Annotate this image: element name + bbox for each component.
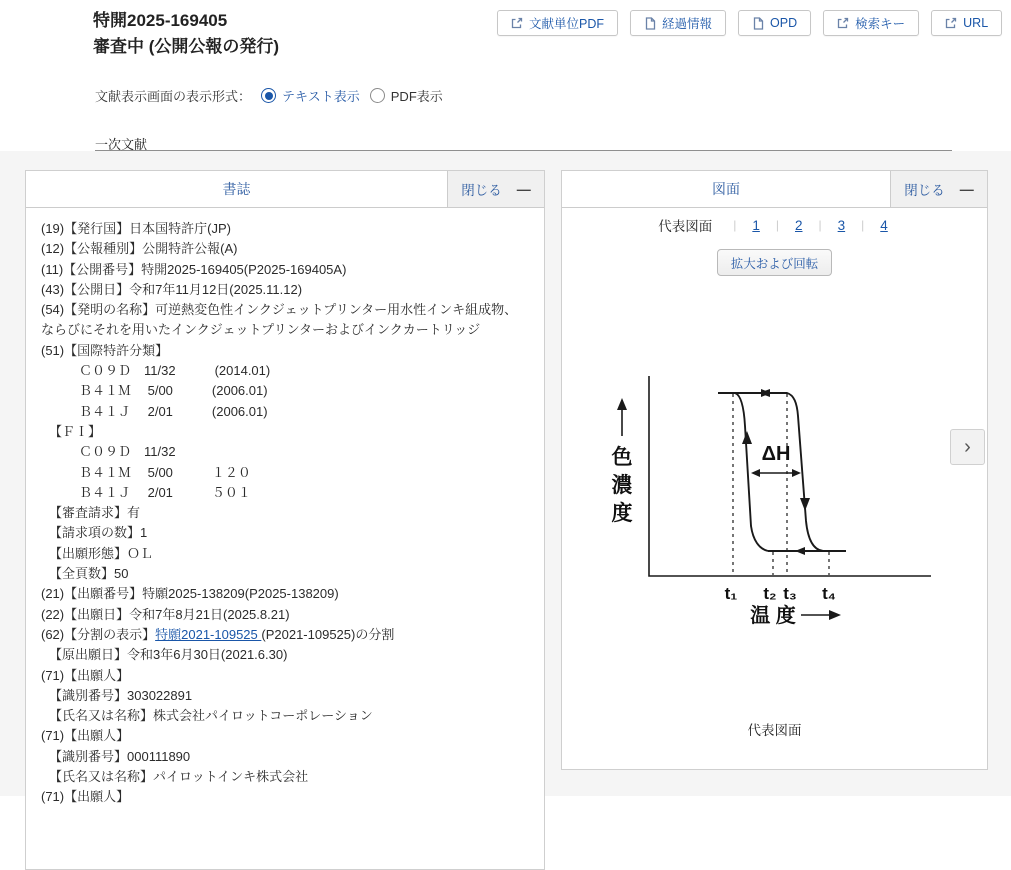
parent-application-link[interactable]: 特願2021-109525 xyxy=(155,626,262,642)
axes xyxy=(649,376,931,576)
progress-info-button[interactable]: 経過情報 xyxy=(630,10,726,36)
x-axis-label: 温 度 xyxy=(750,605,796,627)
display-format-label: 文献表示画面の表示形式： xyxy=(95,89,252,104)
figure-close-button[interactable] xyxy=(890,171,987,207)
biblio-line: 【請求項の数】1 xyxy=(49,525,148,541)
x-tick-t2: t₂ xyxy=(763,584,777,603)
arrowhead-ylabel-up xyxy=(617,398,627,410)
y-axis-label-char: 色 xyxy=(611,446,633,469)
bibliography-panel-title: 書誌 xyxy=(26,171,447,207)
primary-document-label: 一次文献 xyxy=(95,137,148,152)
biblio-line: (21)【出願番号】特願2025-138209(P2025-138209) xyxy=(41,586,339,602)
enlarge-rotate-button[interactable]: 拡大および回転 xyxy=(717,249,833,276)
document-icon xyxy=(752,17,764,30)
display-format-row xyxy=(95,86,443,105)
biblio-line: Ｂ４１Ｍ 5/00 １２０ xyxy=(79,464,251,480)
tab-separator: | xyxy=(733,218,737,232)
header-divider xyxy=(95,150,952,151)
text-display-radio-label[interactable]: テキスト表示 xyxy=(282,89,360,104)
y-axis-label-char: 濃 xyxy=(611,474,633,497)
figure-panel xyxy=(561,170,988,770)
biblio-line: (12)【公報種別】公開特許公報(A) xyxy=(41,241,238,257)
biblio-line: (43)【公開日】令和7年11月12日(2025.11.12) xyxy=(41,281,303,297)
bibliography-panel xyxy=(25,170,545,870)
bibliography-panel-header xyxy=(26,171,544,208)
figure-panel-header xyxy=(562,171,987,208)
zoom-button-row xyxy=(562,249,987,276)
document-pdf-button[interactable]: 文献単位PDF xyxy=(497,10,618,36)
biblio-line: 【氏名又は名称】株式会社パイロットコーポレーション xyxy=(49,708,373,724)
tab-separator: | xyxy=(861,218,865,232)
url-button[interactable]: URL xyxy=(931,10,1002,36)
title-block xyxy=(93,8,279,60)
external-link-icon xyxy=(511,17,523,29)
biblio-line: (51)【国際特許分類】 xyxy=(41,342,169,358)
y-axis-label-char: 度 xyxy=(611,502,633,525)
biblio-line: Ｃ０９Ｄ 11/32 (2014.01) xyxy=(79,363,271,379)
opd-button[interactable]: OPD xyxy=(738,10,811,36)
biblio-line: (54)【発明の名称】可逆熱変色性インクジェットプリンター用水性インキ組成物、ならびにそれを用いたインクジェットプリンターおよびインクカートリッジ xyxy=(41,302,518,338)
biblio-line: 【識別番号】000111890 xyxy=(49,748,191,764)
biblio-line: 【審査請求】有 xyxy=(49,505,141,521)
biblio-line: (71)【出願人】 xyxy=(41,667,130,683)
biblio-line-text: (62)【分割の表示】 xyxy=(41,626,156,642)
search-key-button[interactable]: 検索キー xyxy=(823,10,919,36)
chevron-right-icon: › xyxy=(964,435,971,458)
arrowhead-bottom-left xyxy=(795,547,805,555)
arrowhead-curve-down xyxy=(800,498,810,511)
figure-tabs xyxy=(562,215,987,235)
biblio-line xyxy=(41,625,529,645)
tab-representative-figure: 代表図面 xyxy=(658,219,713,234)
biblio-line: Ｃ０９Ｄ 11/32 xyxy=(79,444,176,460)
biblio-line: 【氏名又は名称】パイロットインキ株式会社 xyxy=(49,769,309,785)
arrowhead-curve-up xyxy=(742,431,752,444)
arrowhead-xlabel-right xyxy=(829,610,841,620)
arrowhead-deltaH-left xyxy=(751,469,760,477)
biblio-line: Ｂ４１Ｊ 2/01 ５０１ xyxy=(79,484,251,500)
biblio-line: (11)【公開番号】特開2025-169405(P2025-169405A) xyxy=(41,261,347,277)
biblio-line: 【出願形態】ＯＬ xyxy=(49,545,154,561)
biblio-line: (19)【発行国】日本国特許庁(JP) xyxy=(41,221,231,236)
bibliography-close-button[interactable] xyxy=(447,171,544,207)
doc-status: 審査中 (公開公報の発行) xyxy=(93,37,280,56)
biblio-line: 【ＦＩ】 xyxy=(49,423,102,439)
biblio-line: 【全頁数】50 xyxy=(49,566,129,582)
cooling-curve xyxy=(735,393,768,551)
tab-separator: | xyxy=(818,218,822,232)
figure-caption: 代表図面 xyxy=(747,723,802,738)
biblio-line: (71)【出願人】 xyxy=(41,789,130,805)
x-tick-t3: t₃ xyxy=(783,584,797,603)
minimize-icon[interactable]: — xyxy=(516,181,531,197)
heating-curve xyxy=(718,393,846,551)
biblio-line-text: (P2021-109525)の分割 xyxy=(261,626,395,642)
page-title: 特開2025-169405 xyxy=(93,11,228,30)
external-link-icon xyxy=(945,17,957,29)
toolbar xyxy=(497,10,989,36)
biblio-line: Ｂ４１Ｍ 5/00 (2006.01) xyxy=(79,383,268,399)
biblio-line: (71)【出願人】 xyxy=(41,728,130,744)
x-tick-t4: t₄ xyxy=(822,584,836,603)
external-link-icon xyxy=(837,17,849,29)
figure-panel-title: 図面 xyxy=(562,171,890,207)
biblio-line: (22)【出願日】令和7年8月21日(2025.8.21) xyxy=(41,606,290,622)
biblio-line: Ｂ４１Ｊ 2/01 (2006.01) xyxy=(79,403,268,419)
text-display-radio[interactable] xyxy=(261,88,276,103)
tab-separator: | xyxy=(775,218,779,232)
pdf-display-radio-label[interactable]: PDF表示 xyxy=(390,89,443,104)
close-label[interactable]: 閉じる xyxy=(461,183,502,198)
figure-page-link-1[interactable]: 1 xyxy=(752,217,760,233)
figure-page-link-3[interactable]: 3 xyxy=(837,217,846,233)
bibliography-content xyxy=(26,208,544,808)
biblio-line: 【識別番号】303022891 xyxy=(49,687,193,703)
minimize-icon[interactable]: — xyxy=(959,181,974,197)
figure-page-link-4[interactable]: 4 xyxy=(880,217,888,233)
pdf-display-radio[interactable] xyxy=(370,88,385,103)
x-tick-t1: t₁ xyxy=(724,584,738,603)
biblio-line: 【原出願日】令和3年6月30日(2021.6.30) xyxy=(49,647,288,663)
arrowhead-deltaH-right xyxy=(792,469,801,477)
delta-h-label: ΔH xyxy=(761,443,791,465)
close-label[interactable]: 閉じる xyxy=(904,183,945,198)
document-icon xyxy=(644,17,656,30)
figure-page-link-2[interactable]: 2 xyxy=(794,217,803,233)
next-figure-button[interactable] xyxy=(950,429,985,465)
hysteresis-figure xyxy=(601,356,941,626)
